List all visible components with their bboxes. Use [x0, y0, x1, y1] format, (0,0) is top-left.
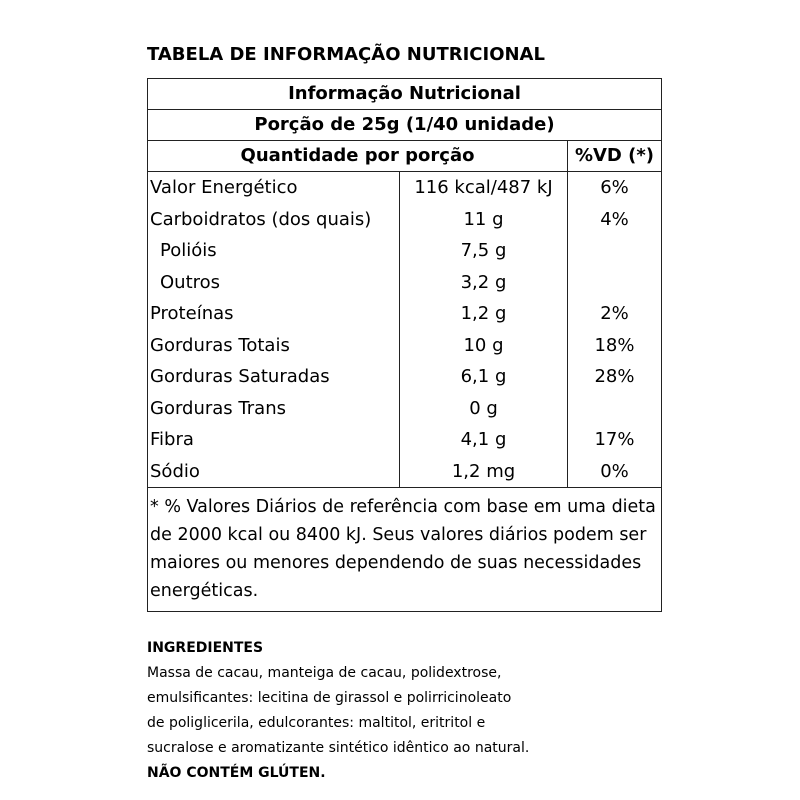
nutrient-vd [568, 393, 662, 425]
nutrient-name: Outros [148, 267, 400, 299]
header-quantity: Quantidade por porção [148, 141, 568, 172]
nutrient-row [148, 361, 662, 393]
ingredients-section [147, 636, 567, 786]
nutrient-amount: 10 g [400, 330, 568, 362]
nutrient-amount: 7,5 g [400, 235, 568, 267]
ingredients-line: de poliglicerila, edulcorantes: maltitol, eritritol e [147, 715, 486, 731]
nutrient-amount: 116 kcal/487 kJ [400, 172, 568, 204]
serving-row [148, 110, 662, 141]
nutrient-amount: 6,1 g [400, 361, 568, 393]
ingredients-title: INGREDIENTES [147, 640, 264, 656]
nutrient-name: Proteínas [148, 298, 400, 330]
nutrient-row [148, 204, 662, 236]
nutrient-vd: 6% [568, 172, 662, 204]
gluten-notice: NÃO CONTÉM GLÚTEN. [147, 765, 326, 781]
nutrient-vd: 17% [568, 424, 662, 456]
nutrient-amount: 0 g [400, 393, 568, 425]
nutrient-vd [568, 235, 662, 267]
nutrient-row [148, 393, 662, 425]
table-title: Informação Nutricional [148, 79, 662, 110]
nutrient-name: Gorduras Totais [148, 330, 400, 362]
page-heading: TABELA DE INFORMAÇÃO NUTRICIONAL [147, 44, 545, 65]
nutrient-amount: 11 g [400, 204, 568, 236]
nutrient-row [148, 298, 662, 330]
nutrient-vd: 18% [568, 330, 662, 362]
nutrient-row [148, 172, 662, 204]
nutrient-name: Gorduras Saturadas [148, 361, 400, 393]
nutrient-name: Sódio [148, 456, 400, 488]
nutrient-vd: 0% [568, 456, 662, 488]
nutrient-vd: 4% [568, 204, 662, 236]
nutrition-table [147, 78, 662, 612]
nutrient-amount: 3,2 g [400, 267, 568, 299]
nutrient-row [148, 267, 662, 299]
footnote-row [148, 488, 662, 612]
nutrient-vd: 28% [568, 361, 662, 393]
ingredients-line: Massa de cacau, manteiga de cacau, polidextrose, [147, 665, 502, 681]
ingredients-line: sucralose e aromatizante sintético idêntico ao natural. [147, 740, 530, 756]
table-title-row [148, 79, 662, 110]
nutrient-amount: 4,1 g [400, 424, 568, 456]
ingredients-line: emulsificantes: lecitina de girassol e polirricinoleato [147, 690, 512, 706]
nutrient-vd [568, 267, 662, 299]
header-row [148, 141, 662, 172]
nutrient-row [148, 424, 662, 456]
nutrient-name: Fibra [148, 424, 400, 456]
nutrient-amount: 1,2 g [400, 298, 568, 330]
nutrient-row [148, 235, 662, 267]
nutrient-row [148, 330, 662, 362]
nutrient-amount: 1,2 mg [400, 456, 568, 488]
nutrient-name: Valor Energético [148, 172, 400, 204]
serving-size: Porção de 25g (1/40 unidade) [148, 110, 662, 141]
header-vd: %VD (*) [568, 141, 662, 172]
nutrient-name: Carboidratos (dos quais) [148, 204, 400, 236]
nutrient-row [148, 456, 662, 488]
footnote-text: * % Valores Diários de referência com base em uma dieta de 2000 kcal ou 8400 kJ. Seus valores diários podem ser maiores ou menores dependendo de suas necessidades energéticas. [148, 488, 662, 612]
nutrient-name: Gorduras Trans [148, 393, 400, 425]
nutrient-name: Polióis [148, 235, 400, 267]
nutrient-vd: 2% [568, 298, 662, 330]
